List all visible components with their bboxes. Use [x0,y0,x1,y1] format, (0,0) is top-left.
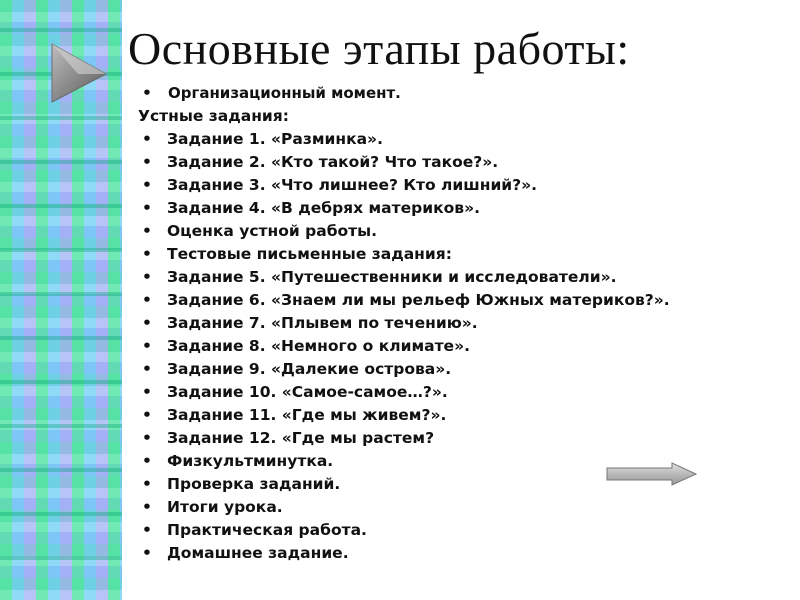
bullet-marker: • [142,429,152,447]
list-item-text: Задание 3. «Что лишнее? Кто лишний?». [167,176,538,194]
list-item [138,220,778,243]
bullet-marker: • [142,222,152,240]
list-item-text: Итоги урока. [167,498,283,516]
list-item [138,427,778,450]
list-item-text: Задание 6. «Знаем ли мы рельеф Южных материков?». [167,291,670,309]
bullet-marker: • [142,521,152,539]
bullet-marker: • [142,452,152,470]
bullet-marker: • [142,314,152,332]
list-item [138,151,778,174]
list-item-text: Организационный момент. [168,84,401,102]
bullet-marker: • [142,291,152,309]
list-item-text: Практическая работа. [167,521,367,539]
list-item [138,105,778,128]
list-item-text: Тестовые письменные задания: [167,245,452,263]
bullet-marker: • [142,268,152,286]
bullet-marker: • [142,498,152,516]
list-item [138,519,778,542]
list-item-text: Задание 11. «Где мы живем?». [167,406,447,424]
list-item [138,174,778,197]
list-item [138,128,778,151]
bullet-marker: • [142,199,152,217]
bullet-marker: • [142,406,152,424]
list-item-text: Устные задания: [138,107,289,125]
list-item [138,404,778,427]
list-item [138,312,778,335]
list-item [138,358,778,381]
bullet-marker: • [142,337,152,355]
list-item-text: Задание 5. «Путешественники и исследователи». [167,268,617,286]
list-item [138,243,778,266]
bullet-marker: • [142,383,152,401]
list-item-text: Задание 1. «Разминка». [167,130,383,148]
list-item [138,82,778,105]
list-item [138,496,778,519]
list-item-text: Задание 10. «Самое-самое…?». [167,383,448,401]
play-triangle-icon[interactable] [48,42,110,104]
bullet-marker: • [142,130,152,148]
list-item-text: Домашнее задание. [167,544,349,562]
list-item-text: Проверка заданий. [167,475,341,493]
list-item-text: Задание 9. «Далекие острова». [167,360,452,378]
bullet-marker: • [142,153,152,171]
agenda-list [138,82,778,565]
bullet-marker: • [142,245,152,263]
bullet-marker: • [142,544,152,562]
list-item-text: Задание 7. «Плывем по течению». [167,314,478,332]
list-item-text: Задание 2. «Кто такой? Что такое?». [167,153,499,171]
list-item [138,335,778,358]
bullet-marker: • [142,475,152,493]
list-item [138,542,778,565]
bullet-marker: • [142,84,152,102]
slide-title: Основные этапы работы: [128,23,630,74]
right-arrow-icon[interactable] [606,462,698,486]
list-item-text: Оценка устной работы. [167,222,378,240]
bullet-marker: • [142,176,152,194]
list-item [138,197,778,220]
list-item [138,381,778,404]
list-item-text: Физкультминутка. [167,452,334,470]
list-item [138,266,778,289]
list-item-text: Задание 4. «В дебрях материков». [167,199,480,217]
bullet-marker: • [142,360,152,378]
list-item [138,289,778,312]
list-item-text: Задание 12. «Где мы растем? [167,429,435,447]
list-item-text: Задание 8. «Немного о климате». [167,337,470,355]
